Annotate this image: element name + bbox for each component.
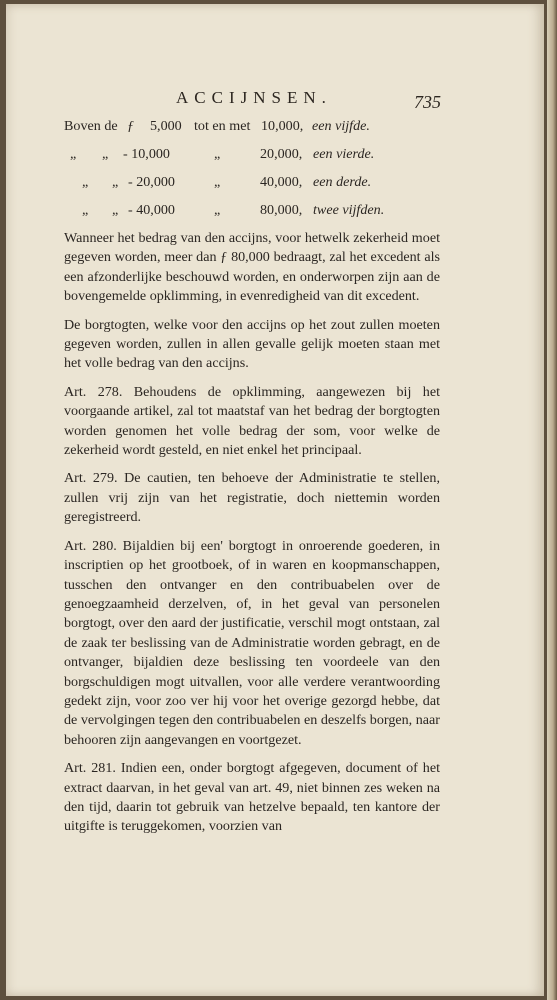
tariff-fraction: twee vijfden. xyxy=(313,202,385,218)
tariff-cell: tot en met xyxy=(194,118,251,134)
page-header xyxy=(6,88,544,112)
tariff-cell: - 20,000 xyxy=(128,174,175,190)
tariff-cell: Boven de xyxy=(64,118,118,134)
tariff-row xyxy=(64,117,440,139)
tariff-table xyxy=(64,117,440,223)
tariff-cell: „ xyxy=(82,202,89,218)
tariff-row xyxy=(64,195,440,223)
tariff-cell: „ xyxy=(112,174,119,190)
tariff-cell: ƒ xyxy=(127,118,135,134)
page-number: 735 xyxy=(414,92,441,112)
tariff-cell: 80,000, xyxy=(260,202,303,218)
tariff-cell: „ xyxy=(70,146,77,162)
paragraph: Art. 279. De cautien, ten behoeve der Administratie te stellen, zullen vrij zijn van het registratie, doch niettemin worden geregistreerd. xyxy=(64,470,440,526)
paragraph: Art. 278. Behoudens de opklimming, aangewezen bij het voorgaande artikel, zal tot maatstaf van het bedrag der borgtogten worden genomen het volle bedrag der som, voor welke de zekerheid wordt gesteld, en niet enkel het principaal. xyxy=(64,383,440,459)
tariff-cell: „ xyxy=(112,202,119,218)
paragraph: Art. 280. Bijaldien bij een' borgtogt in onroerende goederen, in inscriptien op het grootboek, of in waren en koopmanschappen, tusschen den ontvanger en den contribuabelen over de genoegzaamheid derzelven, of, in het geval van personelen borgtogt, over den aard der justificatie, verschil mogt ontstaan, zal de zaak ter beslissing van de Administratie worden gebragt, en de ontvanger, bijaldien deze beslissing ten voordeele van den borgschuldigen mogt uitvallen, voor alle verdere verantwoording gedekt zijn, voor zoo ver hij voor het overige gezorgd hebbe, dat de vervolgingen tegen den contribuabelen en deszelfs borgen, naar behooren zijn aangevangen en voortgezet. xyxy=(64,537,440,748)
tariff-cell: - 10,000 xyxy=(123,146,170,162)
tariff-cell: „ xyxy=(102,146,109,162)
tariff-row xyxy=(64,139,440,167)
tariff-fraction: een vierde. xyxy=(313,146,375,162)
book-page xyxy=(6,4,544,996)
tariff-cell: „ xyxy=(82,174,89,190)
book-edge xyxy=(547,0,557,1000)
tariff-row xyxy=(64,167,440,195)
tariff-cell: „ xyxy=(214,202,221,218)
tariff-cell: „ xyxy=(214,174,221,190)
tariff-cell: 40,000, xyxy=(260,174,303,190)
tariff-cell: 20,000, xyxy=(260,146,303,162)
tariff-cell: „ xyxy=(214,146,221,162)
tariff-fraction: een vijfde. xyxy=(312,118,370,134)
paragraph: Art. 281. Indien een, onder borgtogt afgegeven, document of het extract daarvan, in het geval van art. 49, niet binnen zes weken na den tijd, daarin tot gebruik van hetzelve bepaald, ten kantore der uitgifte is teruggekomen, voorzien van xyxy=(64,760,440,835)
page-body xyxy=(64,117,440,837)
tariff-cell: 5,000 xyxy=(150,118,182,134)
tariff-cell: - 40,000 xyxy=(128,202,175,218)
paragraph: De borgtogten, welke voor den accijns op het zout zullen moeten gegeven worden, zullen in allen gevalle gelijk moeten staan met het volle bedrag van den accijns. xyxy=(64,316,440,372)
paragraph: Wanneer het bedrag van den accijns, voor hetwelk zekerheid moet gegeven worden, meer dan ƒ 80,000 bedraagt, zal het excedent als een afzonderlijke beschouwd worden, en onderworpen zijn aan de bovengemelde opklimming, in evenredigheid van dit excedent. xyxy=(64,230,440,305)
tariff-cell: 10,000, xyxy=(261,118,304,134)
running-title: ACCIJNSEN. xyxy=(176,88,332,107)
tariff-fraction: een derde. xyxy=(313,174,372,190)
